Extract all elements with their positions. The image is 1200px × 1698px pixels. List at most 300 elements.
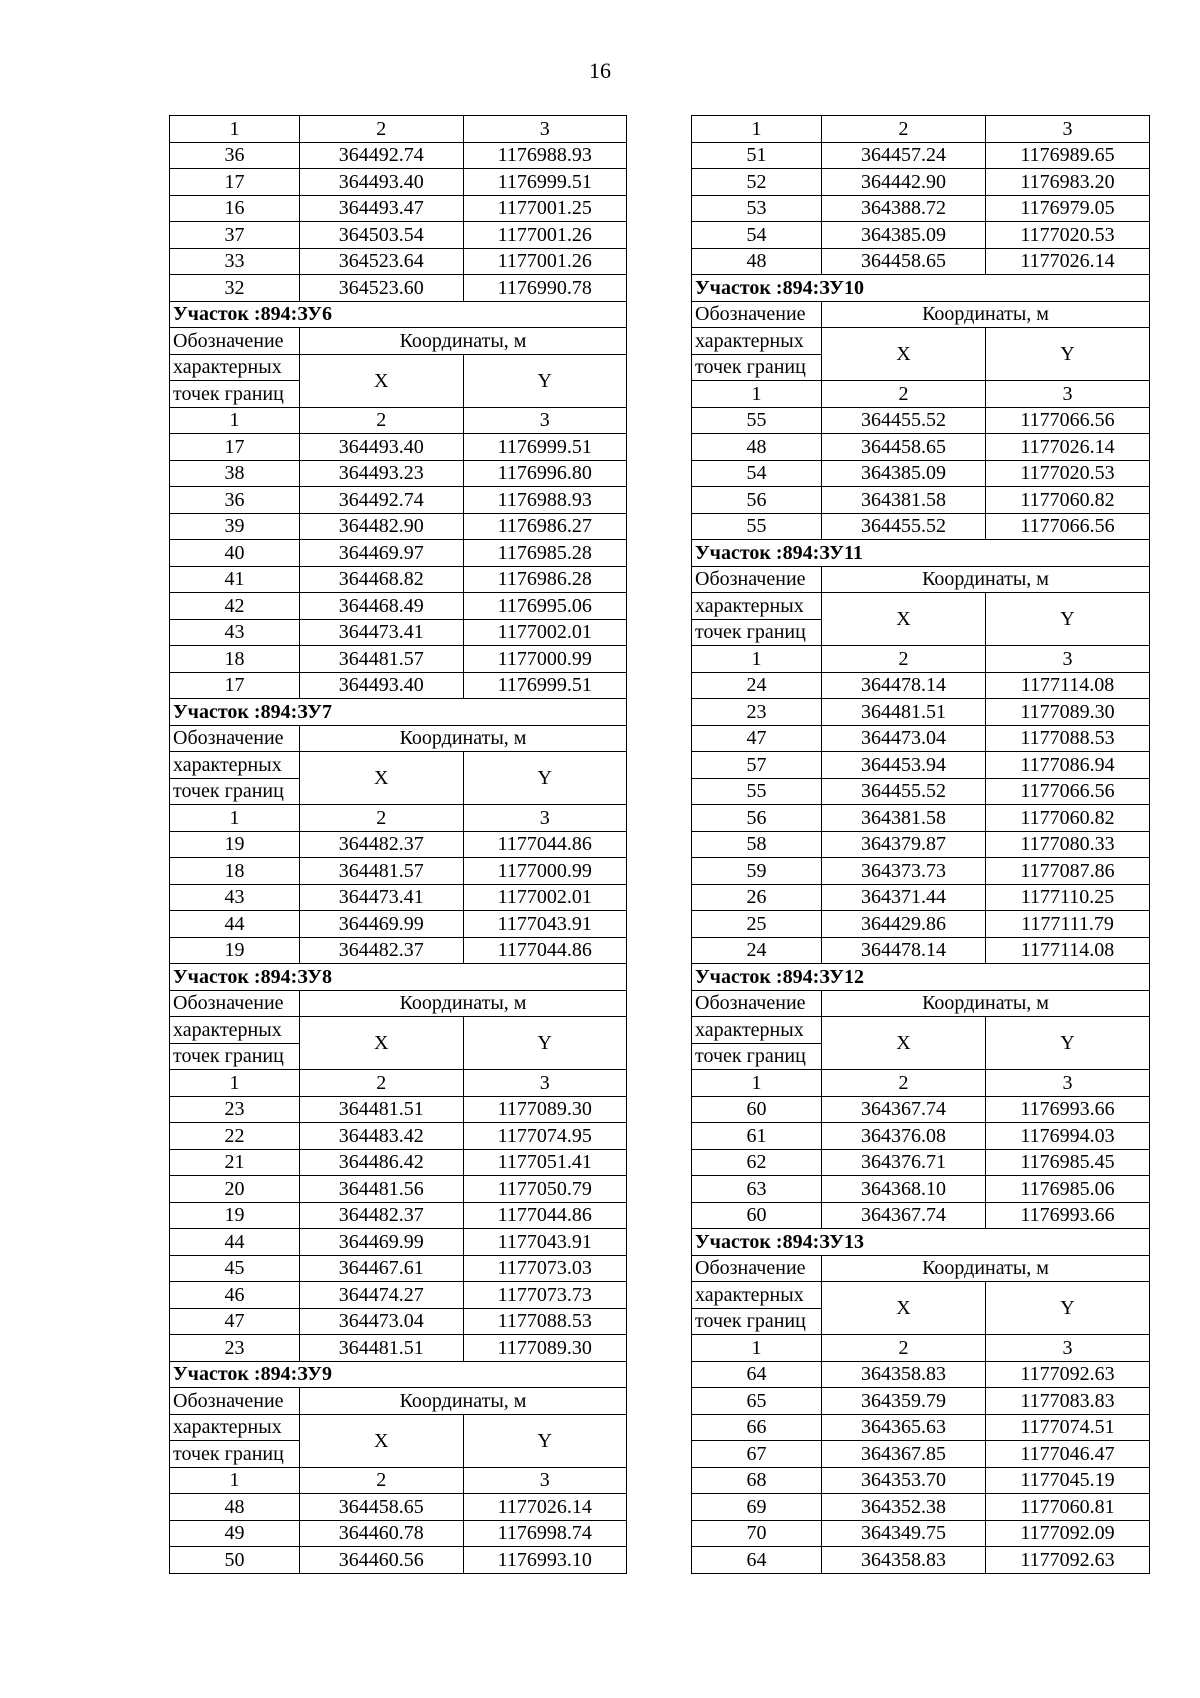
designation-header: точек границ [170, 1441, 300, 1468]
x-coordinate: 364358.83 [822, 1361, 986, 1388]
table-row [170, 619, 627, 646]
y-coordinate: 1176986.28 [463, 566, 627, 593]
y-coordinate: 1177043.91 [463, 911, 627, 938]
table-row [170, 434, 627, 461]
y-coordinate: 1177060.82 [986, 487, 1150, 514]
y-coordinate: 1177074.51 [986, 1414, 1150, 1441]
table-row [170, 195, 627, 222]
table-row [170, 460, 627, 487]
table-row [692, 1520, 1150, 1547]
table-row [170, 1308, 627, 1335]
designation-header: точек границ [692, 1043, 822, 1070]
column-numbers-row [692, 646, 1150, 673]
designation-header: точек границ [692, 354, 822, 381]
plot-title-row [692, 540, 1150, 567]
point-id: 18 [170, 646, 300, 673]
designation-header: характерных [170, 752, 300, 779]
y-coordinate: 1177060.81 [986, 1494, 1150, 1521]
table-row [692, 1441, 1150, 1468]
table-row [170, 1176, 627, 1203]
y-coordinate: 1177026.14 [463, 1494, 627, 1521]
x-coordinate: 364468.49 [300, 593, 464, 620]
table-row [692, 1149, 1150, 1176]
point-id: 50 [170, 1547, 300, 1574]
x-coordinate: 364359.79 [822, 1388, 986, 1415]
table-row [692, 752, 1150, 779]
x-coordinate: 364367.74 [822, 1202, 986, 1229]
y-coordinate: 1176989.65 [986, 142, 1150, 169]
table-row [692, 725, 1150, 752]
x-coordinate: 364455.52 [822, 513, 986, 540]
x-coordinate: 364458.65 [822, 248, 986, 275]
column-number: 1 [170, 407, 300, 434]
y-coordinate: 1176983.20 [986, 169, 1150, 196]
x-coordinate: 364467.61 [300, 1255, 464, 1282]
column-number: 2 [300, 805, 464, 832]
x-coordinate: 364478.14 [822, 937, 986, 964]
header-row [692, 593, 1150, 620]
x-coordinate: 364381.58 [822, 805, 986, 832]
y-coordinate: 1177089.30 [463, 1335, 627, 1362]
table-row [170, 1335, 627, 1362]
y-coordinate: 1177060.82 [986, 805, 1150, 832]
point-id: 19 [170, 1202, 300, 1229]
y-coordinate: 1177026.14 [986, 248, 1150, 275]
point-id: 42 [170, 593, 300, 620]
header-row [692, 1282, 1150, 1309]
table-row [170, 937, 627, 964]
point-id: 36 [170, 487, 300, 514]
designation-header: точек границ [170, 381, 300, 408]
header-row [170, 1017, 627, 1044]
y-coordinate: 1177088.53 [986, 725, 1150, 752]
plot-title-row [692, 964, 1150, 991]
point-id: 36 [170, 142, 300, 169]
x-coordinate: 364482.37 [300, 1202, 464, 1229]
coordinates-header: Координаты, м [300, 725, 627, 752]
x-header: X [300, 752, 464, 805]
y-coordinate: 1177087.86 [986, 858, 1150, 885]
header-row [170, 328, 627, 355]
x-coordinate: 364481.56 [300, 1176, 464, 1203]
x-coordinate: 364349.75 [822, 1520, 986, 1547]
y-header: Y [986, 593, 1150, 646]
x-coordinate: 364381.58 [822, 487, 986, 514]
column-number: 2 [822, 116, 986, 143]
table-row [170, 911, 627, 938]
x-coordinate: 364455.52 [822, 407, 986, 434]
column-number: 2 [822, 646, 986, 673]
point-id: 17 [170, 169, 300, 196]
designation-header: точек границ [692, 619, 822, 646]
coordinates-header: Координаты, м [822, 566, 1150, 593]
x-coordinate: 364481.57 [300, 858, 464, 885]
column-number: 2 [822, 1335, 986, 1362]
point-id: 17 [170, 672, 300, 699]
x-coordinate: 364368.10 [822, 1176, 986, 1203]
table-row [170, 831, 627, 858]
column-number: 3 [986, 1070, 1150, 1097]
x-coordinate: 364481.51 [300, 1335, 464, 1362]
x-coordinate: 364492.74 [300, 142, 464, 169]
y-coordinate: 1177083.83 [986, 1388, 1150, 1415]
plot-title-row [170, 699, 627, 726]
y-coordinate: 1177002.01 [463, 619, 627, 646]
x-coordinate: 364353.70 [822, 1467, 986, 1494]
point-id: 20 [170, 1176, 300, 1203]
table-row [170, 540, 627, 567]
table-row [170, 1229, 627, 1256]
table-row [692, 937, 1150, 964]
column-number: 1 [692, 646, 822, 673]
column-number: 3 [986, 381, 1150, 408]
column-number: 1 [692, 1335, 822, 1362]
y-coordinate: 1177002.01 [463, 884, 627, 911]
y-coordinate: 1177074.95 [463, 1123, 627, 1150]
point-id: 18 [170, 858, 300, 885]
x-coordinate: 364453.94 [822, 752, 986, 779]
y-header: Y [463, 752, 627, 805]
column-number: 1 [170, 805, 300, 832]
point-id: 43 [170, 884, 300, 911]
table-row [170, 1494, 627, 1521]
point-id: 47 [170, 1308, 300, 1335]
x-coordinate: 364376.71 [822, 1149, 986, 1176]
y-coordinate: 1176979.05 [986, 195, 1150, 222]
point-id: 41 [170, 566, 300, 593]
point-id: 48 [692, 434, 822, 461]
table-row [170, 142, 627, 169]
table-row [692, 1176, 1150, 1203]
designation-header: характерных [692, 1017, 822, 1044]
column-number: 1 [170, 1070, 300, 1097]
y-coordinate: 1176985.45 [986, 1149, 1150, 1176]
designation-header: Обозначение [170, 328, 300, 355]
x-coordinate: 364460.78 [300, 1520, 464, 1547]
y-header: Y [986, 1017, 1150, 1070]
x-coordinate: 364492.74 [300, 487, 464, 514]
y-coordinate: 1177045.19 [986, 1467, 1150, 1494]
point-id: 56 [692, 487, 822, 514]
y-header: Y [986, 328, 1150, 381]
table-row [692, 1547, 1150, 1574]
designation-header: характерных [170, 1414, 300, 1441]
y-coordinate: 1177000.99 [463, 858, 627, 885]
point-id: 66 [692, 1414, 822, 1441]
column-number: 3 [986, 646, 1150, 673]
header-row [170, 990, 627, 1017]
column-numbers-row [170, 116, 627, 143]
designation-header: Обозначение [170, 1388, 300, 1415]
header-row [170, 752, 627, 779]
table-row [170, 1520, 627, 1547]
y-coordinate: 1176986.27 [463, 513, 627, 540]
point-id: 52 [692, 169, 822, 196]
table-row [692, 778, 1150, 805]
table-row [170, 1202, 627, 1229]
right-coordinates-table [691, 115, 1150, 1574]
designation-header: характерных [170, 354, 300, 381]
plot-title: Участок :894:ЗУ11 [692, 540, 1150, 567]
x-coordinate: 364523.60 [300, 275, 464, 302]
point-id: 65 [692, 1388, 822, 1415]
column-number: 3 [463, 407, 627, 434]
point-id: 40 [170, 540, 300, 567]
point-id: 63 [692, 1176, 822, 1203]
y-coordinate: 1177001.26 [463, 248, 627, 275]
table-row [170, 1255, 627, 1282]
point-id: 56 [692, 805, 822, 832]
column-number: 2 [300, 116, 464, 143]
designation-header: точек границ [170, 778, 300, 805]
column-number: 3 [463, 116, 627, 143]
point-id: 53 [692, 195, 822, 222]
header-row [170, 1414, 627, 1441]
table-row [692, 1096, 1150, 1123]
x-coordinate: 364352.38 [822, 1494, 986, 1521]
designation-header: характерных [692, 328, 822, 355]
y-coordinate: 1176996.80 [463, 460, 627, 487]
y-coordinate: 1177044.86 [463, 831, 627, 858]
plot-title: Участок :894:ЗУ10 [692, 275, 1150, 302]
point-id: 60 [692, 1096, 822, 1123]
x-coordinate: 364473.41 [300, 884, 464, 911]
x-coordinate: 364442.90 [822, 169, 986, 196]
column-number: 1 [692, 381, 822, 408]
point-id: 33 [170, 248, 300, 275]
y-coordinate: 1177111.79 [986, 911, 1150, 938]
x-coordinate: 364388.72 [822, 195, 986, 222]
designation-header: характерных [692, 1282, 822, 1309]
x-coordinate: 364478.14 [822, 672, 986, 699]
table-row [170, 566, 627, 593]
y-coordinate: 1177092.09 [986, 1520, 1150, 1547]
table-row [170, 1547, 627, 1574]
column-numbers-row [170, 1070, 627, 1097]
table-row [692, 1123, 1150, 1150]
point-id: 70 [692, 1520, 822, 1547]
y-coordinate: 1177020.53 [986, 460, 1150, 487]
x-header: X [300, 1414, 464, 1467]
point-id: 44 [170, 1229, 300, 1256]
point-id: 37 [170, 222, 300, 249]
point-id: 54 [692, 222, 822, 249]
y-coordinate: 1177086.94 [986, 752, 1150, 779]
point-id: 47 [692, 725, 822, 752]
table-row [692, 911, 1150, 938]
point-id: 55 [692, 778, 822, 805]
table-row [692, 1467, 1150, 1494]
x-coordinate: 364458.65 [300, 1494, 464, 1521]
table-row [692, 699, 1150, 726]
x-coordinate: 364469.99 [300, 911, 464, 938]
header-row [692, 566, 1150, 593]
column-number: 3 [463, 805, 627, 832]
table-row [692, 222, 1150, 249]
x-coordinate: 364482.90 [300, 513, 464, 540]
table-row [170, 646, 627, 673]
y-coordinate: 1176994.03 [986, 1123, 1150, 1150]
x-coordinate: 364493.40 [300, 672, 464, 699]
plot-title: Участок :894:ЗУ8 [170, 964, 627, 991]
y-header: Y [463, 354, 627, 407]
plot-title: Участок :894:ЗУ13 [692, 1229, 1150, 1256]
coordinates-header: Координаты, м [300, 990, 627, 1017]
x-coordinate: 364468.82 [300, 566, 464, 593]
coordinates-header: Координаты, м [822, 990, 1150, 1017]
table-row [170, 487, 627, 514]
table-row [692, 487, 1150, 514]
designation-header: точек границ [170, 1043, 300, 1070]
designation-header: Обозначение [170, 725, 300, 752]
designation-header: Обозначение [692, 990, 822, 1017]
y-coordinate: 1177073.03 [463, 1255, 627, 1282]
column-numbers-row [692, 1335, 1150, 1362]
table-row [692, 195, 1150, 222]
point-id: 60 [692, 1202, 822, 1229]
x-coordinate: 364367.85 [822, 1441, 986, 1468]
y-coordinate: 1177043.91 [463, 1229, 627, 1256]
y-coordinate: 1177066.56 [986, 407, 1150, 434]
x-coordinate: 364469.99 [300, 1229, 464, 1256]
table-row [692, 248, 1150, 275]
y-coordinate: 1177066.56 [986, 513, 1150, 540]
point-id: 45 [170, 1255, 300, 1282]
table-row [170, 884, 627, 911]
table-row [692, 169, 1150, 196]
x-header: X [822, 1017, 986, 1070]
page-number: 16 [589, 58, 611, 83]
designation-header: Обозначение [692, 301, 822, 328]
table-row [692, 142, 1150, 169]
left-coordinates-table [169, 115, 627, 1574]
y-coordinate: 1176990.78 [463, 275, 627, 302]
point-id: 26 [692, 884, 822, 911]
table-row [170, 1149, 627, 1176]
header-row [170, 725, 627, 752]
column-number: 2 [300, 407, 464, 434]
point-id: 55 [692, 407, 822, 434]
table-row [692, 831, 1150, 858]
y-coordinate: 1177051.41 [463, 1149, 627, 1176]
x-coordinate: 364493.40 [300, 434, 464, 461]
plot-title: Участок :894:ЗУ6 [170, 301, 627, 328]
y-coordinate: 1177001.26 [463, 222, 627, 249]
table-row [692, 1202, 1150, 1229]
column-number: 2 [822, 381, 986, 408]
plot-title-row [170, 964, 627, 991]
point-id: 17 [170, 434, 300, 461]
y-coordinate: 1177092.63 [986, 1361, 1150, 1388]
x-coordinate: 364373.73 [822, 858, 986, 885]
column-number: 2 [300, 1070, 464, 1097]
point-id: 48 [692, 248, 822, 275]
table-row [692, 407, 1150, 434]
header-row [692, 990, 1150, 1017]
column-number: 3 [986, 116, 1150, 143]
point-id: 21 [170, 1149, 300, 1176]
x-coordinate: 364458.65 [822, 434, 986, 461]
designation-header: характерных [170, 1017, 300, 1044]
y-coordinate: 1177088.53 [463, 1308, 627, 1335]
x-coordinate: 364473.41 [300, 619, 464, 646]
column-number: 1 [170, 116, 300, 143]
y-coordinate: 1176993.10 [463, 1547, 627, 1574]
y-coordinate: 1177050.79 [463, 1176, 627, 1203]
y-coordinate: 1176999.51 [463, 672, 627, 699]
x-coordinate: 364379.87 [822, 831, 986, 858]
point-id: 23 [692, 699, 822, 726]
table-row [692, 513, 1150, 540]
x-coordinate: 364460.56 [300, 1547, 464, 1574]
y-coordinate: 1177110.25 [986, 884, 1150, 911]
table-row [692, 1388, 1150, 1415]
y-header: Y [986, 1282, 1150, 1335]
plot-title-row [692, 1229, 1150, 1256]
y-header: Y [463, 1017, 627, 1070]
point-id: 58 [692, 831, 822, 858]
y-coordinate: 1176988.93 [463, 487, 627, 514]
x-coordinate: 364493.23 [300, 460, 464, 487]
x-coordinate: 364481.57 [300, 646, 464, 673]
table-row [692, 1494, 1150, 1521]
table-row [170, 593, 627, 620]
plot-title-row [692, 275, 1150, 302]
plot-title-row [170, 1361, 627, 1388]
table-row [692, 1361, 1150, 1388]
coordinates-header: Координаты, м [300, 328, 627, 355]
x-coordinate: 364481.51 [300, 1096, 464, 1123]
y-coordinate: 1177026.14 [986, 434, 1150, 461]
point-id: 25 [692, 911, 822, 938]
x-header: X [300, 1017, 464, 1070]
plot-title: Участок :894:ЗУ9 [170, 1361, 627, 1388]
column-number: 2 [822, 1070, 986, 1097]
y-coordinate: 1176999.51 [463, 169, 627, 196]
x-header: X [822, 1282, 986, 1335]
y-coordinate: 1177001.25 [463, 195, 627, 222]
table-row [692, 858, 1150, 885]
point-id: 46 [170, 1282, 300, 1309]
designation-header: характерных [692, 593, 822, 620]
point-id: 23 [170, 1335, 300, 1362]
table-row [170, 858, 627, 885]
table-row [170, 169, 627, 196]
point-id: 62 [692, 1149, 822, 1176]
y-coordinate: 1177089.30 [986, 699, 1150, 726]
y-coordinate: 1177066.56 [986, 778, 1150, 805]
y-coordinate: 1177044.86 [463, 937, 627, 964]
x-coordinate: 364429.86 [822, 911, 986, 938]
x-coordinate: 364385.09 [822, 222, 986, 249]
column-number: 1 [692, 116, 822, 143]
x-coordinate: 364473.04 [300, 1308, 464, 1335]
coordinates-header: Координаты, м [822, 301, 1150, 328]
x-coordinate: 364371.44 [822, 884, 986, 911]
table-row [170, 513, 627, 540]
x-coordinate: 364455.52 [822, 778, 986, 805]
x-coordinate: 364365.63 [822, 1414, 986, 1441]
y-coordinate: 1177114.08 [986, 937, 1150, 964]
header-row [692, 1017, 1150, 1044]
x-coordinate: 364503.54 [300, 222, 464, 249]
point-id: 49 [170, 1520, 300, 1547]
x-coordinate: 364482.37 [300, 831, 464, 858]
x-coordinate: 364358.83 [822, 1547, 986, 1574]
y-coordinate: 1176985.06 [986, 1176, 1150, 1203]
header-row [692, 301, 1150, 328]
table-row [170, 1096, 627, 1123]
